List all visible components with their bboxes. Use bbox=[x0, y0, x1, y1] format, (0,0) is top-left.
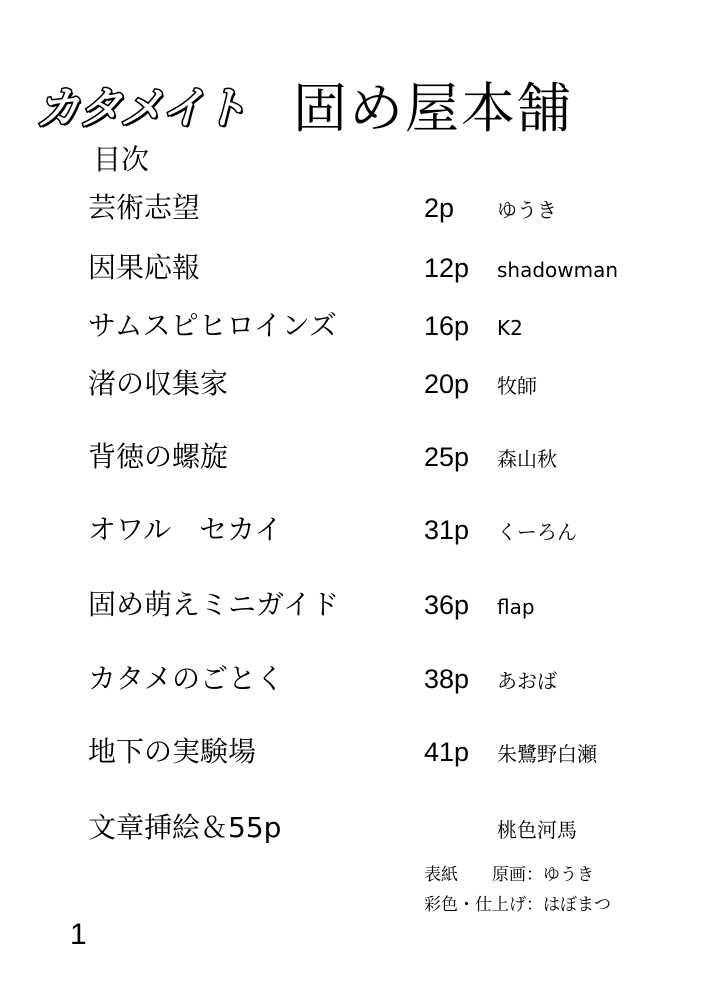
toc-heading: 目次 bbox=[93, 143, 150, 176]
toc-entry-page: 2p bbox=[424, 193, 455, 223]
toc-entry-page: 38p bbox=[424, 664, 470, 694]
toc-entry-author: くーろん bbox=[497, 520, 577, 544]
toc-entry-title: 芸術志望 bbox=[88, 191, 201, 224]
toc-entry-title: 文章挿絵＆55p bbox=[88, 811, 282, 844]
toc-entry-author: 桃色河馬 bbox=[497, 818, 577, 842]
toc-entry bbox=[0, 437, 715, 477]
toc-entry-title: 渚の収集家 bbox=[88, 367, 229, 400]
toc-entry bbox=[0, 808, 715, 848]
toc-entry-author: K2 bbox=[497, 316, 523, 340]
toc-entry-page: 25p bbox=[424, 442, 470, 472]
toc-entry bbox=[0, 306, 715, 346]
toc-entry-author: 森山秋 bbox=[497, 447, 557, 471]
toc-entry bbox=[0, 188, 715, 228]
toc-entry-page: 20p bbox=[424, 369, 470, 399]
toc-entry-author: ゆうき bbox=[497, 198, 557, 222]
toc-entry-page: 12p bbox=[424, 253, 470, 283]
logo-katameito: カタメイト bbox=[36, 83, 246, 134]
page-number: 1 bbox=[70, 918, 87, 951]
toc-entry bbox=[0, 248, 715, 288]
toc-entry-page: 36p bbox=[424, 590, 470, 620]
toc-entry-author: 牧師 bbox=[497, 374, 537, 398]
toc-entry-page: 16p bbox=[424, 311, 470, 341]
toc-entry bbox=[0, 364, 715, 404]
toc-entry bbox=[0, 732, 715, 772]
color-credit: 彩色・仕上げ：はぼまつ bbox=[424, 895, 611, 915]
toc-entry-title: サムスピヒロインズ bbox=[88, 309, 337, 342]
toc-entry bbox=[0, 510, 715, 550]
toc-entry-page: 31p bbox=[424, 515, 470, 545]
toc-entry-title: 地下の実験場 bbox=[88, 735, 257, 768]
toc-entry bbox=[0, 659, 715, 699]
toc-entry-author: flap bbox=[497, 595, 535, 619]
toc-entry-title: カタメのごとく bbox=[88, 662, 285, 695]
page-title: 固め屋本舗 bbox=[293, 77, 573, 140]
toc-entry-title: 背徳の螺旋 bbox=[88, 440, 229, 473]
toc-entry bbox=[0, 585, 715, 625]
toc-entry-title: 因果応報 bbox=[88, 251, 201, 284]
toc-entry-title: オワル セカイ bbox=[88, 513, 283, 546]
toc-entry-author: 朱鷺野白瀬 bbox=[497, 742, 597, 766]
toc-entry-page: 41p bbox=[424, 737, 470, 767]
toc-entry-author: shadowman bbox=[497, 258, 619, 282]
cover-credit: 表紙 原画：ゆうき bbox=[424, 865, 594, 885]
toc-entry-author: あおば bbox=[497, 669, 557, 693]
toc-entry-title: 固め萌えミニガイド bbox=[88, 588, 340, 621]
